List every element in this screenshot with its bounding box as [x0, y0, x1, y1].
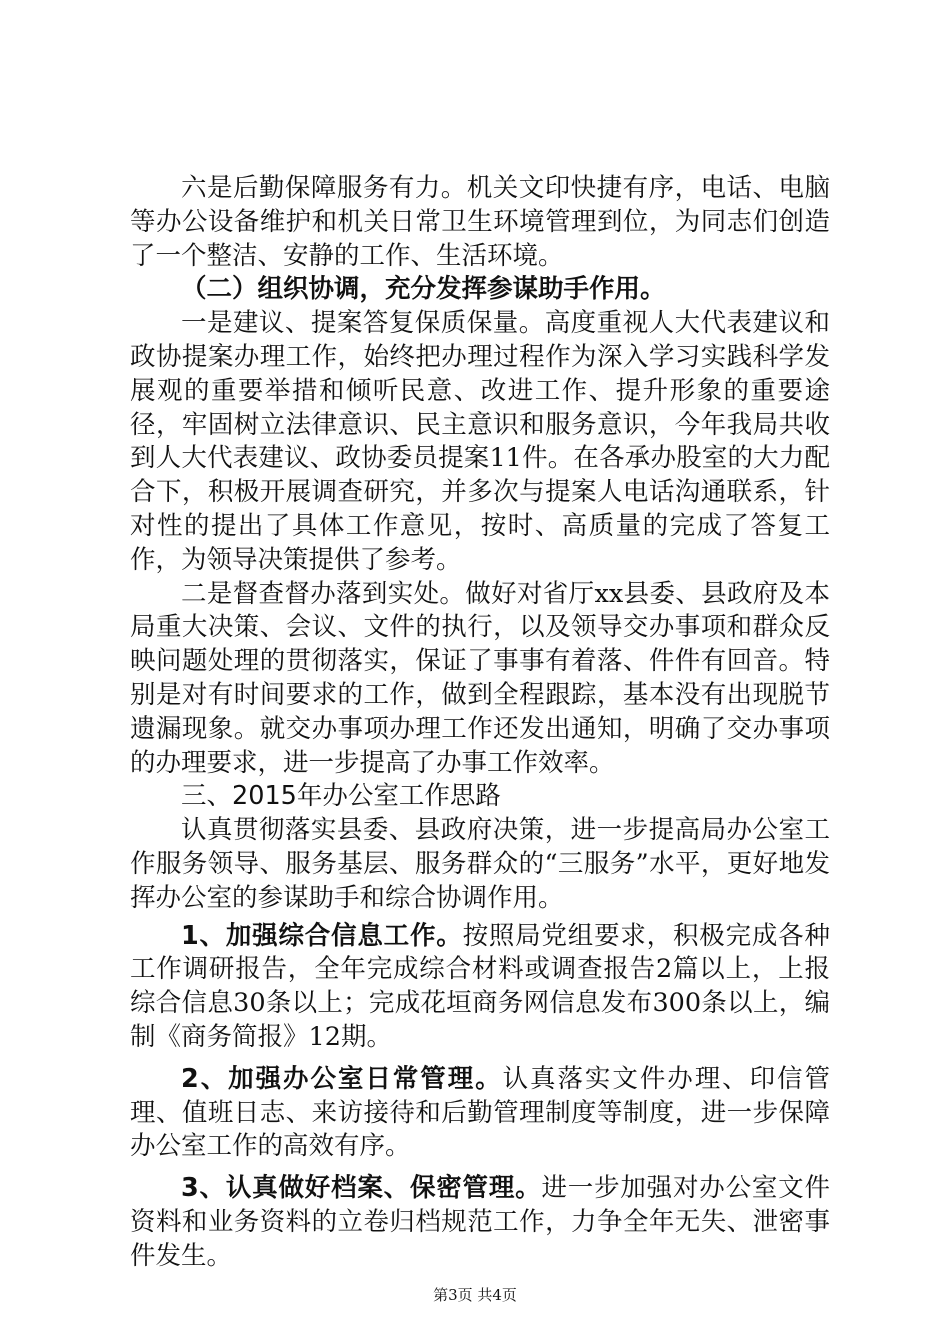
paragraph-supervision: 二是督查督办落到实处。做好对省厅xx县委、县政府及本局重大决策、会议、文件的执行，以及领导交办事项和群众反映问题处理的贯彻落实，保证了事事有着落、件件有回音。特别是对有时间要求的工作，做到全程跟踪，基本没有出现脱节遗漏现象。就交办事项办理工作还发出通知，明确了交办事项的办理要求，进一步提高了办事工作效率。 [130, 578, 830, 778]
plan-item-lead: 1、加强综合信息工作。 [181, 920, 463, 951]
plan-item-info-work [130, 920, 830, 1055]
plan-item-body: 认真落实文件办理、印信管理、值班日志、来访接待和后勤管理制度等制度，进一步保障办公室工作的高效有序。 [130, 1063, 830, 1162]
plan-item-lead: 2、加强办公室日常管理。 [181, 1063, 503, 1094]
plan-item-body: 按照局党组要求，积极完成各种工作调研报告，全年完成综合材料或调查报告2篇以上，上报综合信息30条以上；完成花垣商务网信息发布300条以上，编制《商务简报》12期。 [130, 920, 830, 1052]
plan-item-body: 进一步加强对办公室文件资料和业务资料的立卷归档规范工作，力争全年无失、泄密事件发生。 [130, 1173, 830, 1271]
paragraph-logistics: 六是后勤保障服务有力。机关文印快捷有序，电话、电脑等办公设备维护和机关日常卫生环境管理到位，为同志们创造了一个整洁、安静的工作、生活环境。 [130, 173, 830, 271]
document-body [130, 172, 830, 1274]
plan-item-archives [130, 1172, 830, 1273]
paragraph-plan-intro: 认真贯彻落实县委、县政府决策，进一步提高局办公室工作服务领导、服务基层、服务群众的“三服务”水平，更好地发挥办公室的参谋助手和综合协调作用。 [130, 815, 830, 913]
plan-item-daily-management [130, 1063, 830, 1164]
section-heading-plan: 三、2015年办公室工作思路 [181, 781, 501, 812]
page-number: 第3页 共4页 [433, 1286, 517, 1304]
section-heading-coordination: （二）组织协调，充分发挥参谋助手作用。 [181, 274, 666, 305]
paragraph-proposals: 一是建议、提案答复保质保量。高度重视人大代表建议和政协提案办理工作，始终把办理过程作为深入学习实践科学发展观的重要举措和倾听民意、改进工作、提升形象的重要途径，牢固树立法律意识、民主意识和服务意识，今年我局共收到人大代表建议、政协委员提案11件。在各承办股室的大力配合下，积极开展调查研究，并多次与提案人电话沟通联系，针对性的提出了具体工作意见，按时、高质量的完成了答复工作，为领导决策提供了参考。 [130, 308, 830, 575]
plan-item-lead: 3、认真做好档案、保密管理。 [181, 1173, 542, 1204]
